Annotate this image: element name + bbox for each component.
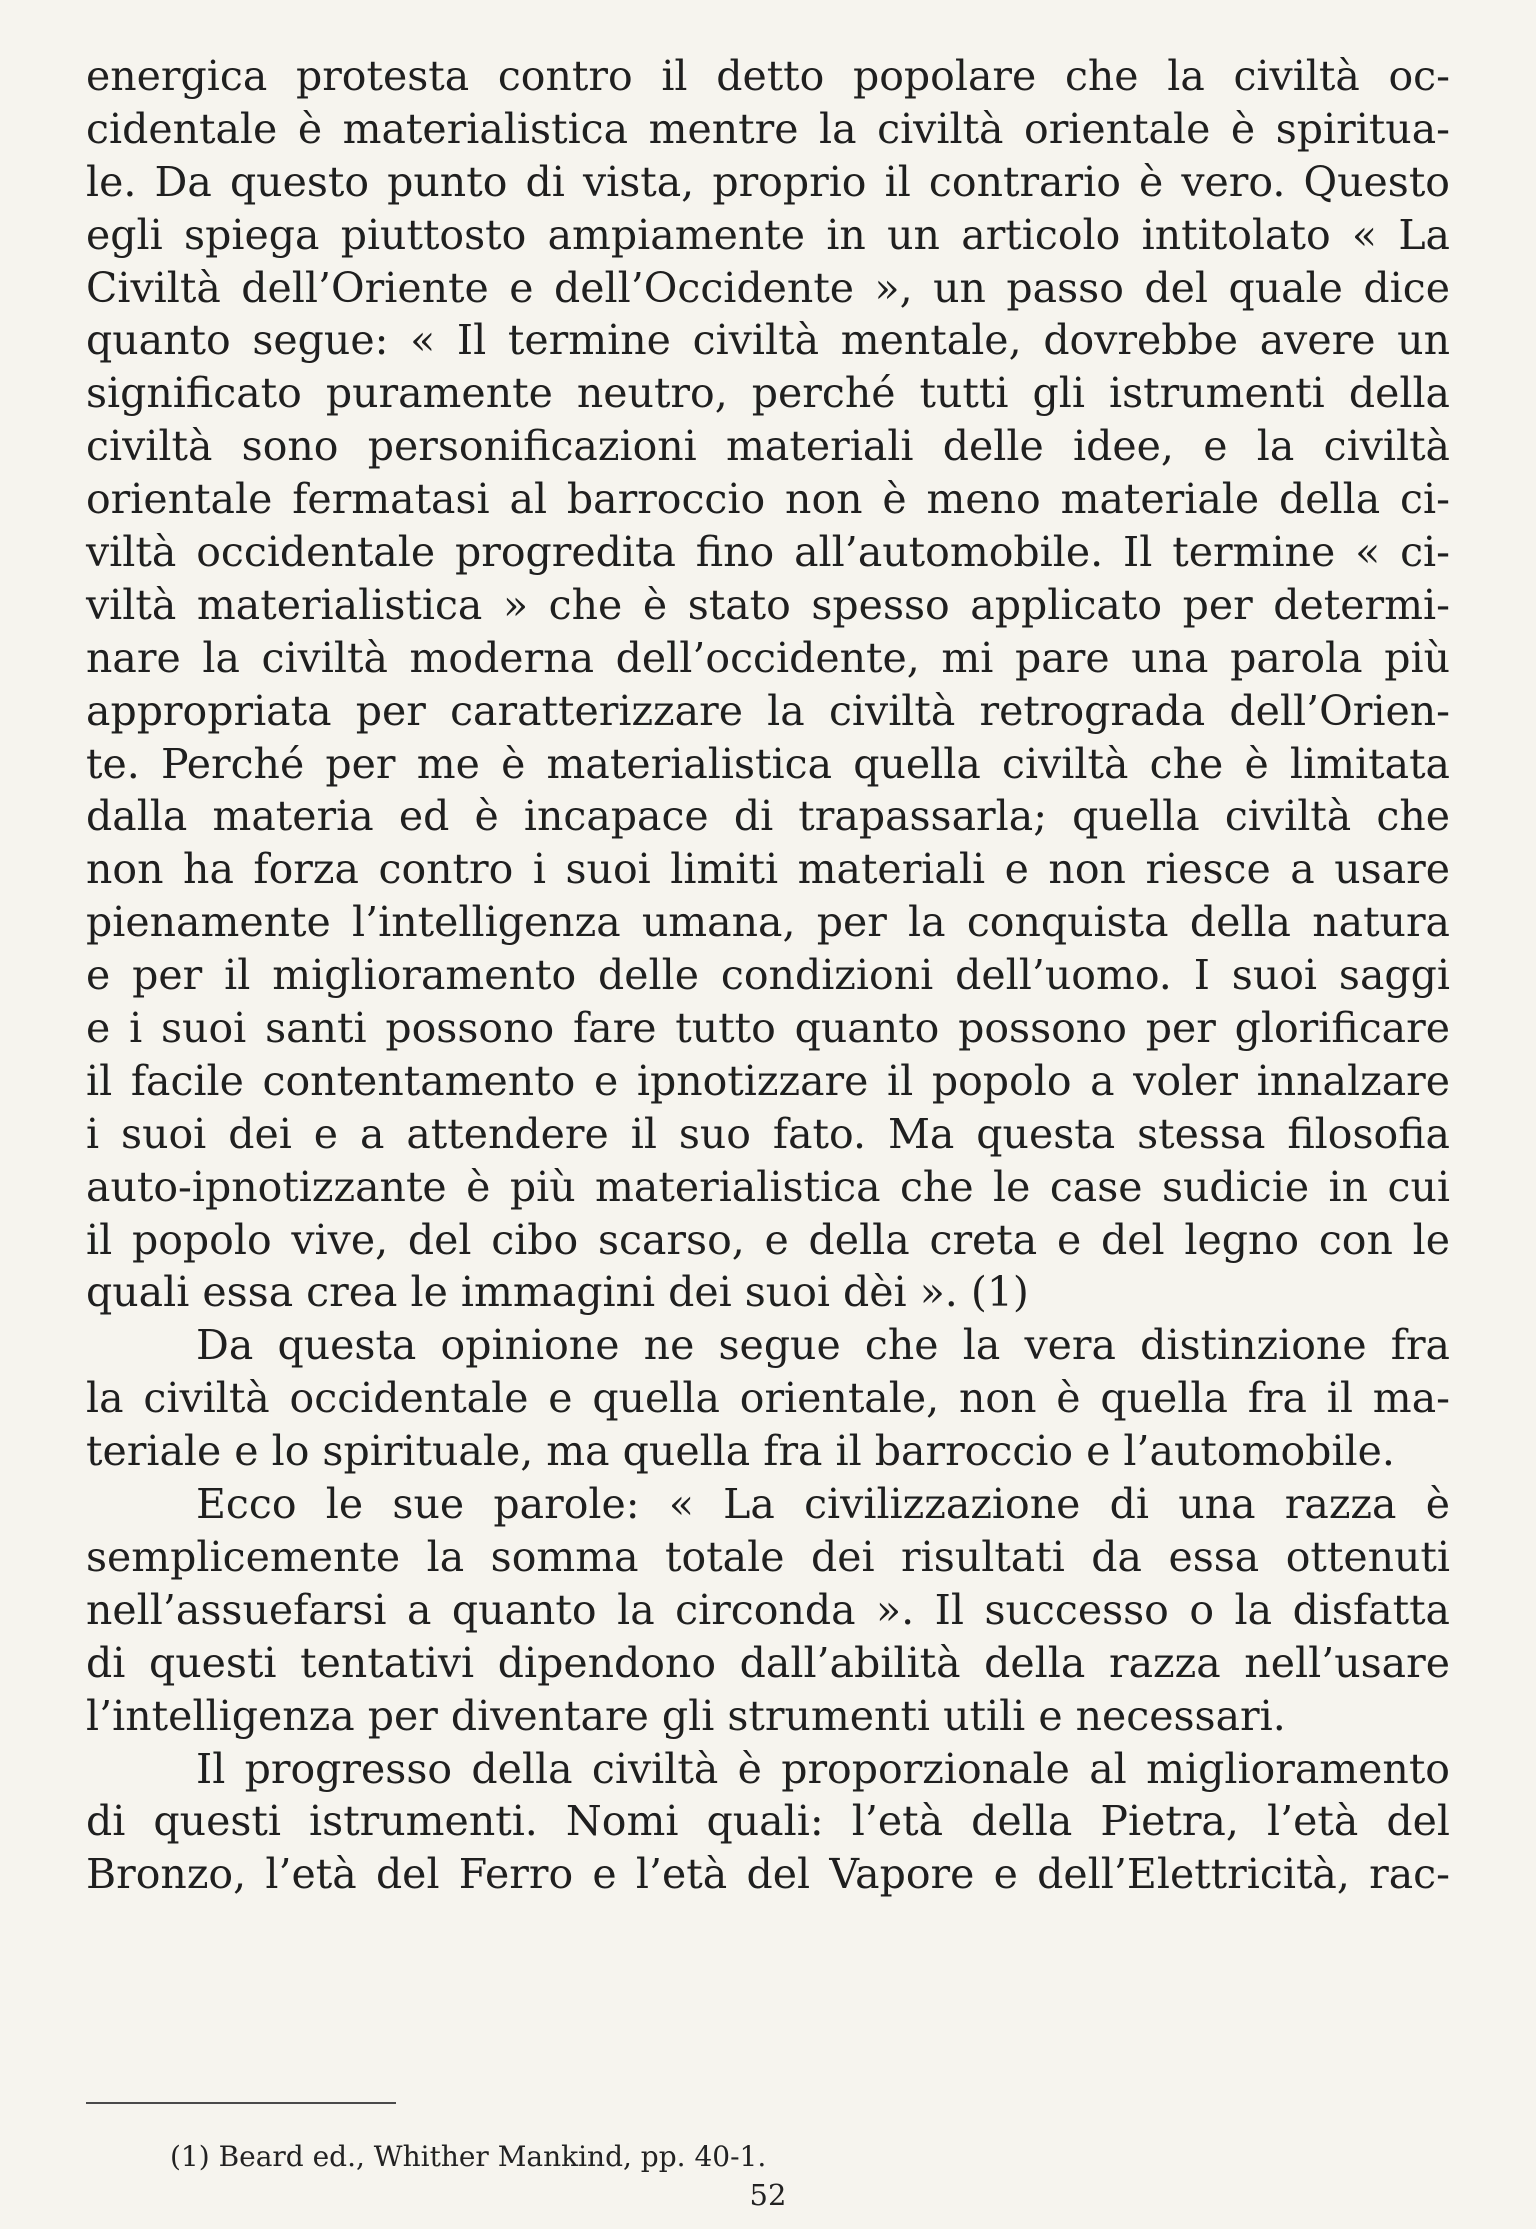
text-line: Civiltà dell’Oriente e dell’Occidente », un passo del quale dice (86, 263, 1450, 312)
text-line: pienamente l’intelligenza umana, per la conquista della natura (86, 898, 1450, 947)
text-line: nare la civiltà moderna dell’occidente, mi pare una parola più (86, 633, 1450, 682)
text-line: il facile contentamento e ipnotizzare il popolo a voler innalzare (86, 1056, 1450, 1105)
text-line: di questi istrumenti. Nomi quali: l’età della Pietra, l’età del (86, 1797, 1450, 1846)
text-line: energica protesta contro il detto popolare che la civiltà oc- (86, 52, 1450, 100)
page-number: 52 (749, 2178, 787, 2212)
text-line: di questi tentativi dipendono dall’abilità della razza nell’usare (86, 1638, 1450, 1687)
text-line: cidentale è materialistica mentre la civiltà orientale è spiritua- (86, 104, 1450, 153)
text-line: la civiltà occidentale e quella orientale, non è quella fra il ma- (86, 1374, 1450, 1423)
text-line: le. Da questo punto di vista, proprio il contrario è vero. Questo (86, 157, 1450, 206)
text-line: viltà occidentale progredita fino all’automobile. Il termine « ci- (86, 528, 1450, 577)
text-line: Il progresso della civiltà è proporzionale al miglioramento (196, 1744, 1450, 1793)
text-line: quanto segue: « Il termine civiltà mentale, dovrebbe avere un (86, 316, 1450, 365)
text-line: orientale fermatasi al barroccio non è meno materiale della ci- (86, 475, 1450, 524)
text-line: viltà materialistica » che è stato spesso applicato per determi- (86, 580, 1450, 629)
text-line: appropriata per caratterizzare la civiltà retrograda dell’Orien- (86, 686, 1450, 735)
text-line: auto-ipnotizzante è più materialistica che le case sudicie in cui (86, 1162, 1450, 1211)
text-line: civiltà sono personificazioni materiali delle idee, e la civiltà (86, 422, 1450, 471)
text-line: e i suoi santi possono fare tutto quanto possono per glorificare (86, 1004, 1450, 1053)
text-line: i suoi dei e a attendere il suo fato. Ma questa stessa filosofia (86, 1109, 1450, 1158)
body-text (86, 50, 1450, 1901)
text-line: Ecco le sue parole: « La civilizzazione di una razza è (196, 1480, 1450, 1529)
text-line: teriale e lo spirituale, ma quella fra il barroccio e l’automobile. (86, 1427, 1395, 1476)
text-line: quali essa crea le immagini dei suoi dèi ». (1) (86, 1268, 1029, 1317)
text-line: non ha forza contro i suoi limiti materiali e non riesce a usare (86, 845, 1450, 894)
footnote-divider (86, 2102, 396, 2104)
text-line: dalla materia ed è incapace di trapassarla; quella civiltà che (86, 792, 1450, 841)
text-line: egli spiega piuttosto ampiamente in un articolo intitolato « La (86, 210, 1450, 259)
text-line: semplicemente la somma totale dei risultati da essa ottenuti (86, 1532, 1450, 1581)
text-line: il popolo vive, del cibo scarso, e della creta e del legno con le (86, 1215, 1450, 1264)
footnote: (1) Beard ed., Whither Mankind, pp. 40-1. (170, 2140, 767, 2173)
text-line: significato puramente neutro, perché tutti gli istrumenti della (86, 369, 1450, 418)
text-line: e per il miglioramento delle condizioni dell’uomo. I suoi saggi (86, 951, 1450, 1000)
text-line: l’intelligenza per diventare gli strumenti utili e necessari. (86, 1691, 1286, 1740)
text-line: nell’assuefarsi a quanto la circonda ». Il successo o la disfatta (86, 1585, 1450, 1634)
text-line: Da questa opinione ne segue che la vera distinzione fra (196, 1321, 1450, 1370)
text-line: Bronzo, l’età del Ferro e l’età del Vapore e dell’Elettricità, rac- (86, 1850, 1450, 1899)
text-line: te. Perché per me è materialistica quella civiltà che è limitata (86, 739, 1450, 788)
